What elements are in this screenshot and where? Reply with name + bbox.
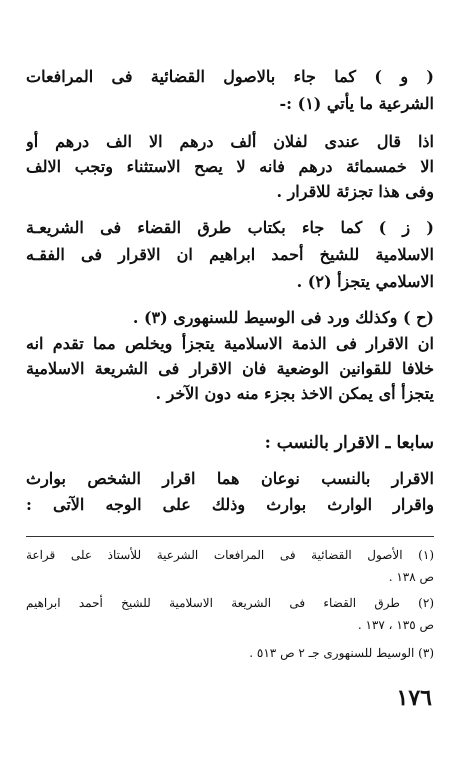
paragraph-2-line-2: الا خمسمائة درهم فانه لا يصح الاستثناء وتجب الالف bbox=[26, 157, 434, 176]
footnote-1-line-2: ص ١٣٨ . bbox=[388, 570, 434, 584]
footnote-2-line-1: (٢) طرق القضاء فى الشريعة الاسلامية للشيخ أحمد ابراهيم bbox=[26, 596, 434, 610]
section-line-2: واقرار الوارث بوارث وذلك على الوجه الآتى : bbox=[26, 495, 434, 514]
paragraph-3-line-3: الاسلامي يتجزأ (٢) . bbox=[296, 272, 434, 291]
paragraph-1-line-2: الشرعية ما يأتي (١) :- bbox=[279, 94, 434, 113]
section-line-1: الاقرار بالنسب نوعان هما اقرار الشخص بوارث bbox=[26, 469, 434, 488]
page-number: ١٧٦ bbox=[396, 685, 432, 711]
section-heading: سابعا ـ الاقرار بالنسب : bbox=[264, 433, 434, 453]
paragraph-2-line-1: اذا قال عندى لفلان ألف درهم الا الف درهم أو bbox=[26, 132, 434, 151]
paragraph-2-line-3: وفى هذا تجزئة للاقرار . bbox=[276, 182, 434, 201]
footnote-2-line-2: ص ١٣٥ ، ١٣٧ . bbox=[357, 618, 434, 632]
paragraph-4-line-1: (ح ) وكذلك ورد فى الوسيط للسنهورى (٣) . bbox=[132, 308, 434, 327]
paragraph-3-line-1: ( ز ) كما جاء بكتاب طرق القضاء فى الشريعـة bbox=[26, 218, 434, 237]
footnote-3-line-1: (٣) الوسيط للسنهورى جـ ٢ ص ٥١٣ . bbox=[249, 646, 434, 660]
paragraph-3-line-2: الاسلامية للشيخ أحمد ابراهيم ان الاقرار فى الفقـه bbox=[26, 245, 434, 264]
footnote-1-line-1: (١) الأصول القضائية فى المرافعات الشرعية للأستاذ على قراعة bbox=[26, 548, 434, 562]
paragraph-4-line-2: ان الاقرار فى الذمة الاسلامية يتجزأ ويخلص مما تقدم انه bbox=[26, 334, 434, 353]
paragraph-4-line-3: خلافا للقوانين الوضعية فان الاقرار فى الشريعة الاسلامية bbox=[26, 359, 434, 378]
paragraph-4-line-4: يتجزأ أى يمكن الاخذ بجزء منه دون الآخر . bbox=[155, 384, 434, 403]
paragraph-1-line-1: ( و ) كما جاء بالاصول القضائية فى المرافعات bbox=[26, 67, 434, 86]
footnote-divider bbox=[26, 536, 434, 537]
